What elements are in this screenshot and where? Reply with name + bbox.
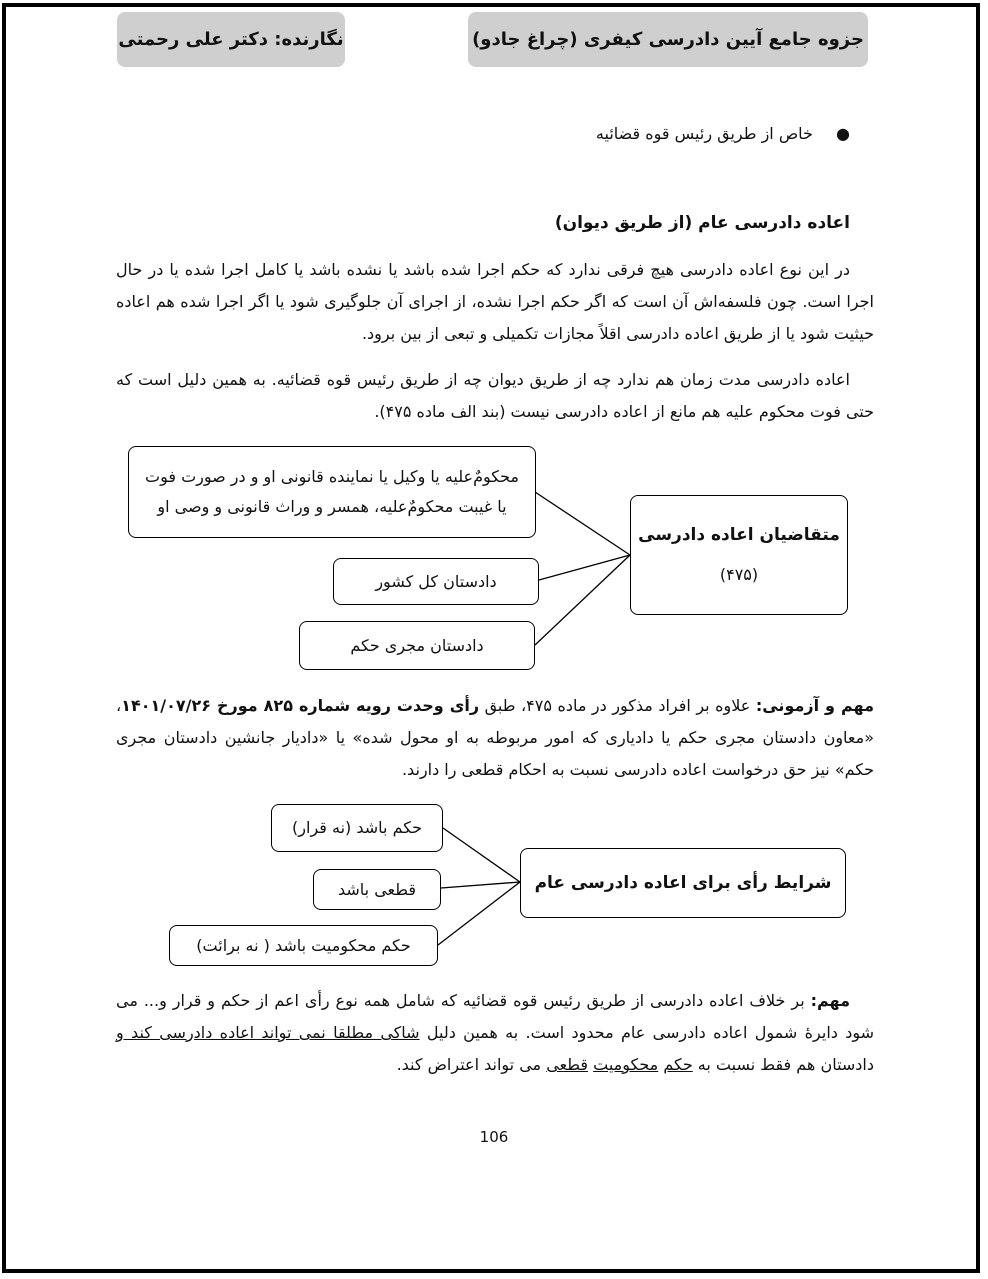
diagram1-item-text: دادستان مجری حکم bbox=[350, 635, 484, 655]
diagram2-condition-conviction bbox=[169, 925, 438, 966]
diagram2-center-title: شرایط رأی برای اعاده دادرسی عام bbox=[534, 873, 832, 893]
author-name: نگارنده: دکتر علی رحمتی bbox=[118, 29, 344, 50]
bullet-dot: ● bbox=[836, 124, 850, 143]
note2-underlined-conviction: محکومیت bbox=[593, 1055, 659, 1074]
note2-text-b: دادستان هم فقط نسبت به bbox=[692, 1055, 874, 1074]
diagram1-item-text: محکومٌ‌علیه یا وکیل یا نماینده قانونی او و در صورت فوت یا غیبت محکومٌ‌علیه، همسر و وراث قانونی و وصی او bbox=[145, 467, 519, 516]
diagram1-applicant-prosecutor-general bbox=[333, 558, 539, 605]
page-number: 106 bbox=[479, 1128, 509, 1146]
paragraph-1-text: در این نوع اعاده دادرسی هیچ فرقی ندارد که حکم اجرا شده باشد یا نشده باشد یا کامل اجرا شده یا در حال اجرا است. چون فلسفه‌اش آن است که اگر حکم اجرا نشده، از اجرای آن جلوگیری شود یا اگر اجرا شده هم اعاده حیثیت شود یا از طریق اعاده دادرسی اقلاً مجازات تکمیلی و تبعی از بین برود. bbox=[116, 260, 874, 343]
diagram1-applicant-convict bbox=[128, 446, 536, 538]
diagram2-item-text: حکم باشد (نه قرار) bbox=[292, 818, 422, 837]
diagram1-center-box bbox=[630, 495, 848, 615]
diagram1-applicant-executing-prosecutor bbox=[299, 621, 535, 670]
note2-label: مهم: bbox=[810, 991, 850, 1010]
note2-text-c: می تواند اعتراض کند. bbox=[396, 1055, 547, 1074]
note1-ruling-reference: رأی وحدت رویه شماره ۸۲۵ مورخ ۱۴۰۱/۰۷/۲۶ bbox=[121, 696, 480, 715]
note2-text-a: بر خلاف اعاده دادرسی از طریق رئیس قوه قضائیه که شامل همه نوع رأی اعم از حکم و قرار و... می شود دایرهٔ شمول اعاده دادرسی عام محدود است. به همین دلیل bbox=[116, 991, 875, 1042]
section-heading: اعاده دادرسی عام (از طریق دیوان) bbox=[554, 213, 850, 233]
note-important-exam bbox=[116, 690, 874, 786]
note2-underlined-complainant: شاکی مطلقا نمی تواند اعاده دادرسی کند و bbox=[116, 1023, 420, 1042]
note2-underlined-final: قطعی bbox=[546, 1055, 589, 1074]
note-important bbox=[116, 985, 874, 1081]
diagram1-item-text: دادستان کل کشور bbox=[375, 571, 497, 591]
diagram1-center-subtitle: (۴۷۵) bbox=[719, 565, 759, 584]
diagram2-item-text: قطعی باشد bbox=[337, 879, 417, 899]
bullet-text: خاص از طریق رئیس قوه قضائیه bbox=[595, 124, 813, 143]
diagram2-item-text: حکم محکومیت باشد ( نه برائت) bbox=[196, 935, 411, 955]
paragraph-2-text: اعاده دادرسی مدت زمان هم ندارد چه از طریق دیوان چه از طریق رئیس قوه قضائیه. به همین دلیل است که حتی فوت محکوم علیه هم مانع از اعاده دادرسی نیست (بند الف ماده ۴۷۵). bbox=[116, 370, 874, 421]
diagram2-condition-final bbox=[313, 869, 441, 910]
note1-text-a: علاوه بر افراد مذکور در ماده ۴۷۵، طبق bbox=[479, 696, 756, 715]
diagram2-condition-judgment bbox=[271, 804, 443, 852]
note1-label: مهم و آزمونی: bbox=[755, 696, 875, 715]
diagram2-center-box bbox=[520, 848, 846, 918]
note2-underlined-judgment: حکم bbox=[663, 1055, 693, 1074]
diagram1-center-title: متقاضیان اعاده دادرسی bbox=[638, 525, 840, 545]
book-title: جزوه جامع آیین دادرسی کیفری (چراغ جادو) bbox=[472, 29, 864, 50]
note1-text-b: ، «معاون دادستان مجری حکم یا دادیاری که امور مربوطه به او محول شده» یا «دادیار جانشین دادستان مجری حکم» نیز حق درخواست اعاده دادرسی نسبت به احکام قطعی را دارند. bbox=[116, 696, 874, 779]
